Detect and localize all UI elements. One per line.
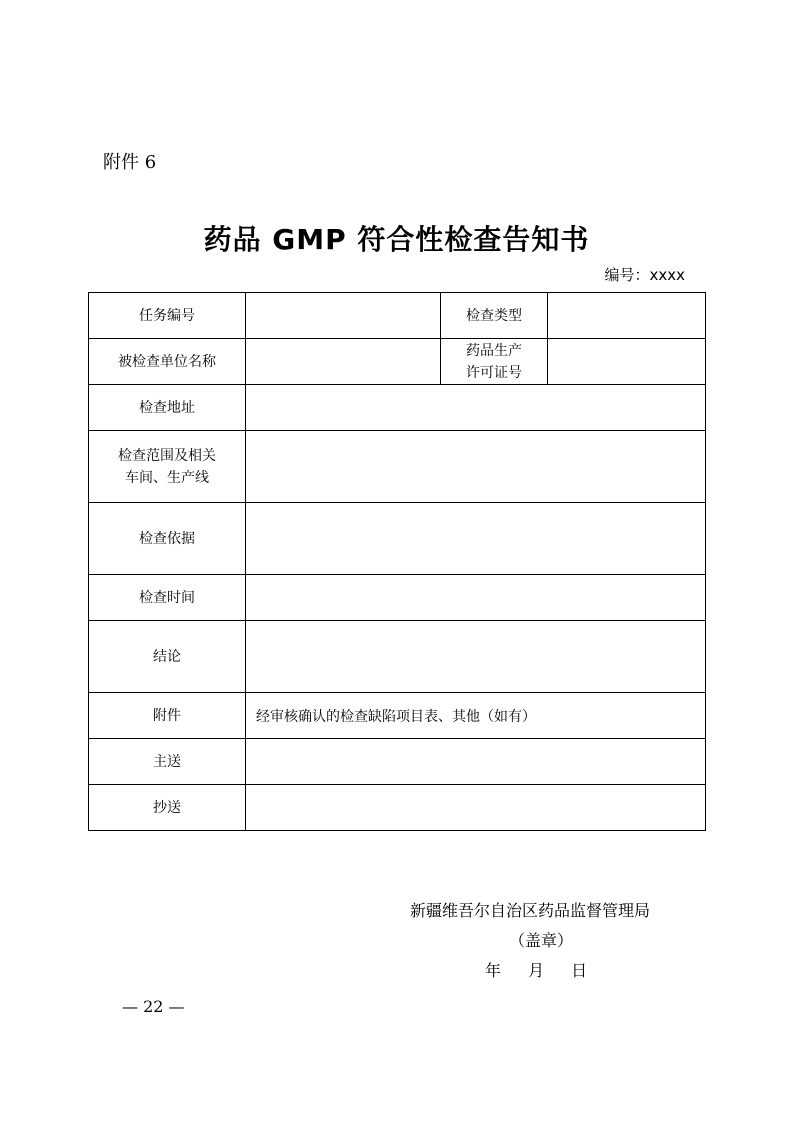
basis-field[interactable] — [246, 503, 706, 575]
main-recipient-label: 主送 — [89, 739, 246, 785]
conclusion-field[interactable] — [246, 621, 706, 693]
row-task-number — [89, 293, 706, 339]
basis-label: 检查依据 — [89, 503, 246, 575]
seal-note: （盖章） — [509, 931, 574, 950]
row-time — [89, 575, 706, 621]
cc-label: 抄送 — [89, 785, 246, 831]
serial-number: 编号：xxxx — [604, 266, 685, 284]
cc-field[interactable] — [246, 785, 706, 831]
inspection-type-field[interactable] — [548, 293, 706, 339]
document-title: 药品 GMP 符合性检查告知书 — [203, 223, 590, 256]
attachments-field[interactable]: 经审核确认的检查缺陷项目表、其他（如有） — [246, 693, 706, 739]
address-label: 检查地址 — [89, 385, 246, 431]
row-inspected-unit — [89, 339, 706, 385]
license-label-line1: 药品生产 — [466, 342, 522, 359]
address-field[interactable] — [246, 385, 706, 431]
license-label-line2: 许可证号 — [466, 364, 522, 381]
attachment-label-text: 附件 — [103, 152, 139, 173]
inspection-type-label: 检查类型 — [441, 293, 548, 339]
scope-field[interactable] — [246, 431, 706, 503]
attachment-number: 6 — [144, 152, 157, 173]
scope-label-line2: 车间、生产线 — [125, 469, 209, 486]
task-number-label: 任务编号 — [89, 293, 246, 339]
attachments-label: 附件 — [89, 693, 246, 739]
issuing-authority: 新疆维吾尔自治区药品监督管理局 — [410, 901, 651, 920]
time-label: 检查时间 — [89, 575, 246, 621]
scope-label — [89, 431, 246, 503]
license-number-label — [441, 339, 548, 385]
time-field[interactable] — [246, 575, 706, 621]
row-main-recipient — [89, 739, 706, 785]
license-number-field[interactable] — [548, 339, 706, 385]
row-attachments — [89, 693, 706, 739]
conclusion-label: 结论 — [89, 621, 246, 693]
row-scope — [89, 431, 706, 503]
notice-form-table — [88, 292, 706, 831]
main-recipient-field[interactable] — [246, 739, 706, 785]
row-address — [89, 385, 706, 431]
attachment-label — [103, 148, 156, 174]
row-cc — [89, 785, 706, 831]
inspected-unit-label: 被检查单位名称 — [89, 339, 246, 385]
inspected-unit-field[interactable] — [246, 339, 441, 385]
date-line: 年 月 日 — [485, 961, 588, 980]
row-basis — [89, 503, 706, 575]
task-number-field[interactable] — [246, 293, 441, 339]
row-conclusion — [89, 621, 706, 693]
page-number: — 22 — — [122, 997, 185, 1016]
scope-label-line1: 检查范围及相关 — [118, 447, 216, 464]
